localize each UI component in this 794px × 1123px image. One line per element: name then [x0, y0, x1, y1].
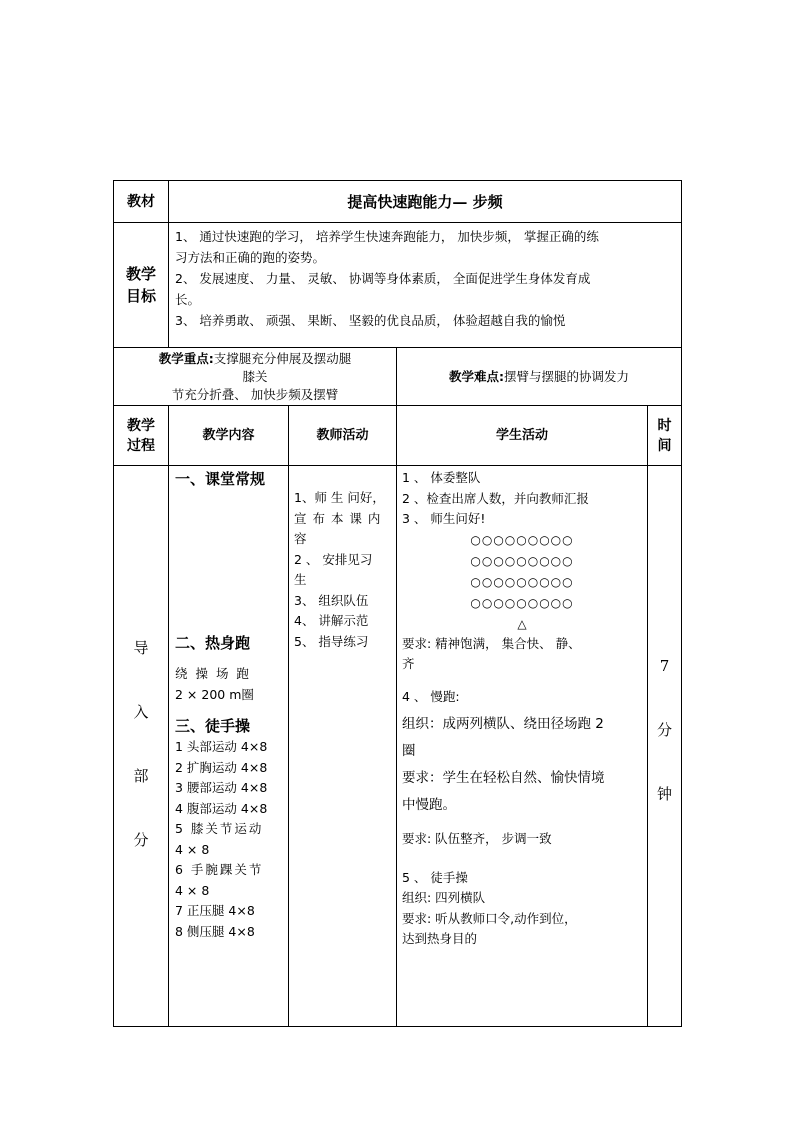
objective-line: 长。	[175, 292, 201, 307]
section-char: 入	[133, 703, 149, 721]
col-process-line2: 过程	[127, 437, 155, 454]
student-line-attendance: 2 、检查出席人数，并向教师汇报	[402, 490, 589, 506]
teacher-column	[289, 466, 397, 1027]
exercise-item: 4 腹部运动 4×8	[175, 800, 268, 816]
objectives-label-line2: 目标	[125, 287, 156, 305]
focus-label: 教学重点:	[158, 350, 214, 366]
exercise-item: 3 腰部运动 4×8	[175, 780, 268, 795]
teacher-line: 宣 布 本 课 内	[294, 510, 382, 526]
teacher-line: 2 、 安排见习	[294, 551, 373, 567]
objective-line: 3、 培养勇敢、 顽强、 果断、 坚毅的优良品质， 体验超越自我的愉悦	[175, 313, 566, 328]
time-char: 分	[657, 721, 673, 739]
col-teacher: 教师活动	[289, 406, 397, 466]
teacher-line: 4、 讲解示范	[294, 613, 369, 628]
focus-text-line3: 节充分折叠、 加快步频及摆臂	[171, 386, 339, 402]
focus-cell	[114, 348, 397, 406]
student-ex-req-line2: 达到热身目的	[402, 931, 478, 946]
material-label: 教材	[114, 181, 169, 223]
col-process	[114, 406, 169, 466]
col-content: 教学内容	[169, 406, 289, 466]
objective-line: 2、 发展速度、 力量、 灵敏、 协调等身体素质， 全面促进学生身体发育成	[175, 271, 591, 286]
exercise-item: 2 扩胸运动 4×8	[175, 759, 268, 775]
objectives-text	[169, 223, 682, 348]
objectives-label-line1: 教学	[125, 265, 156, 283]
difficulty-cell	[397, 348, 682, 406]
exercise-item: 7 正压腿 4×8	[175, 903, 255, 918]
student-ex-title: 5 、 徒手操	[402, 869, 468, 885]
content-run-line1: 绕 操 场 跑	[175, 666, 251, 681]
student-jog-req-line2: 中慢跑。	[402, 797, 456, 813]
objectives-label	[114, 223, 169, 348]
student-column	[397, 466, 648, 1027]
objective-line: 1、 通过快速跑的学习， 培养学生快速奔跑能力， 加快步频， 掌握正确的练	[175, 229, 599, 244]
exercise-item: 4 × 8	[175, 882, 210, 898]
exercise-item: 6 手腕踝关节	[175, 862, 264, 877]
lesson-plan-page	[113, 180, 681, 1028]
col-time-line2: 间	[657, 437, 672, 454]
objective-line: 习方法和正确的跑的姿势。	[175, 250, 326, 265]
focus-text-line1: 支撑腿充分伸展及摆动腿	[213, 350, 352, 366]
focus-line1	[116, 350, 394, 368]
student-req2: 要求: 队伍整齐， 步调一致	[402, 831, 552, 846]
formation-row: ○○○○○○○○○	[470, 553, 574, 568]
student-line-greeting: 3 、 师生问好!	[402, 511, 486, 526]
formation-row: ○○○○○○○○○	[470, 595, 574, 610]
section-char: 部	[133, 767, 149, 785]
student-jog-req-line1: 要求：学生在轻松自然、愉快情境	[402, 770, 605, 786]
student-ex-org: 组织: 四列横队	[402, 890, 486, 905]
student-req1-line2: 齐	[402, 656, 415, 671]
objectives-row	[114, 223, 682, 348]
lesson-plan-table	[113, 180, 682, 1027]
student-req1-line1: 要求: 精神饱满， 集合快、 静、	[402, 635, 581, 651]
teacher-position-triangle-icon: △	[517, 616, 527, 631]
exercise-item: 5 膝关节运动	[175, 821, 264, 836]
formation-row: ○○○○○○○○○	[470, 574, 574, 589]
time-column	[648, 466, 682, 1027]
student-jog-org-line1: 组织：成两列横队、绕田径场跑 2	[402, 716, 604, 732]
formation-row: ○○○○○○○○○	[470, 532, 574, 547]
teacher-line: 5、 指导练习	[294, 633, 369, 649]
focus-text-line2: 膝关	[242, 368, 268, 384]
teacher-line: 3、 组织队伍	[294, 592, 369, 608]
difficulty-label: 教学难点:	[449, 368, 505, 384]
key-points-row	[114, 348, 682, 406]
student-line-lineup: 1 、 体委整队	[402, 470, 481, 485]
student-ex-req-line1: 要求: 听从教师口令,动作到位，	[402, 910, 577, 926]
student-jog-title: 4 、 慢跑:	[402, 688, 460, 704]
col-process-line1: 教学	[127, 417, 155, 434]
content-heading-routine: 一、课堂常规	[175, 470, 266, 488]
time-char: 7	[659, 657, 670, 675]
exercise-item: 8 侧压腿 4×8	[175, 923, 255, 939]
teacher-line: 容	[294, 531, 307, 546]
section-label	[114, 466, 169, 1027]
page-title: 提高快速跑能力— 步频	[169, 181, 682, 223]
section-char: 分	[133, 831, 149, 849]
col-time-line1: 时	[657, 417, 672, 434]
intro-section-row	[114, 466, 682, 1027]
content-column	[169, 466, 289, 1027]
content-run-line2: 2 × 200 m圈	[175, 686, 254, 702]
content-heading-exercise: 三、徒手操	[175, 717, 251, 735]
section-char: 导	[133, 639, 149, 657]
time-char: 钟	[657, 785, 673, 803]
material-row	[114, 181, 682, 223]
teacher-line: 1、师 生 问好，	[294, 490, 385, 505]
exercise-item: 4 × 8	[175, 841, 210, 857]
column-header-row	[114, 406, 682, 466]
col-time	[648, 406, 682, 466]
exercise-item: 1 头部运动 4×8	[175, 739, 268, 754]
teacher-line: 生	[294, 572, 307, 587]
content-heading-warmup: 二、热身跑	[175, 634, 251, 652]
col-student: 学生活动	[397, 406, 648, 466]
student-jog-org-line2: 圈	[402, 743, 416, 759]
difficulty-text: 摆臂与摆腿的协调发力	[504, 368, 630, 384]
